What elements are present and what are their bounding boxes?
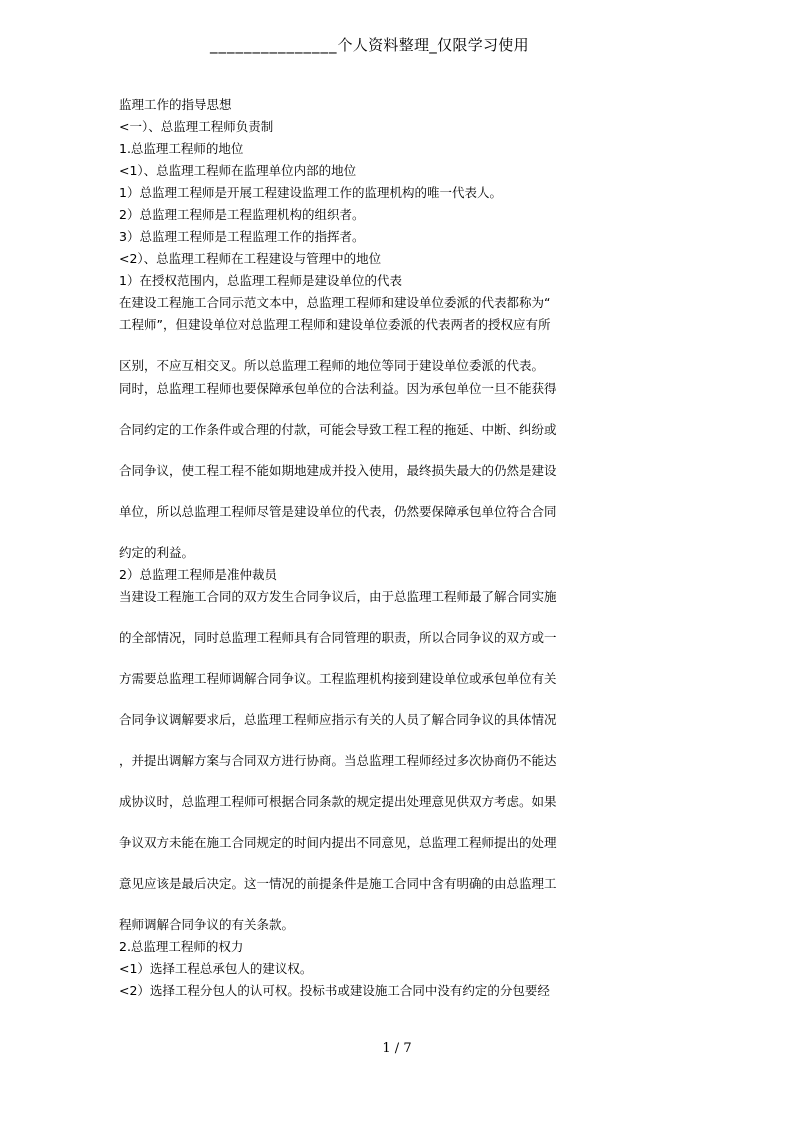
text-line: 3）总监理工程师是工程监理工作的指挥者。: [119, 229, 365, 244]
text-line: 同时，总监理工程师也要保障承包单位的合法利益。因为承包单位一旦不能获得: [119, 381, 557, 396]
text-line: <一）、总监理工程师负责制: [119, 119, 274, 134]
page-header: [210, 34, 529, 55]
text-line: 2）总监理工程师是准仲裁员: [119, 567, 277, 582]
page-number: 1 / 7: [382, 1041, 412, 1056]
text-line: 2）总监理工程师是工程监理机构的组织者。: [119, 207, 365, 222]
text-line: 1.总监理工程师的地位: [119, 141, 244, 156]
text-line: 工程师”，但建设单位对总监理工程师和建设单位委派的代表两者的授权应有所: [119, 317, 551, 332]
text-line: 合同争议调解要求后，总监理工程师应指示有关的人员了解合同争议的具体情况: [119, 712, 557, 727]
text-line: 争议双方未能在施工合同规定的时间内提出不同意见，总监理工程师提出的处理: [119, 835, 557, 850]
text-line: 合同争议，使工程工程不能如期地建成并投入使用，最终损失最大的仍然是建设: [119, 463, 557, 478]
header-dashes: _______________: [210, 36, 338, 54]
text-line: <2）选择工程分包人的认可权。投标书或建设施工合同中没有约定的分包要经: [119, 983, 550, 998]
text-line: 意见应该是最后决定。这一情况的前提条件是施工合同中含有明确的由总监理工: [119, 876, 557, 891]
header-title: 个人资料整理_仅限学习使用: [337, 36, 529, 54]
text-line: 1）总监理工程师是开展工程建设监理工作的监理机构的唯一代表人。: [119, 185, 502, 200]
text-line: 合同约定的工作条件或合理的付款，可能会导致工程工程的拖延、中断、纠纷或: [119, 422, 557, 437]
text-line: ，并提出调解方案与合同双方进行协商。当总监理工程师经过多次协商仍不能达: [119, 753, 557, 768]
text-line: 区别，不应互相交叉。所以总监理工程师的地位等同于建设单位委派的代表。: [119, 358, 545, 373]
text-line: <1）选择工程总承包人的建议权。: [119, 961, 313, 976]
text-line: 监理工作的指导思想: [119, 97, 232, 112]
text-line: 约定的利益。: [119, 545, 195, 560]
text-line: 单位，所以总监理工程师尽管是建设单位的代表，仍然要保障承包单位符合合同: [119, 504, 557, 519]
text-line: 1）在授权范围内，总监理工程师是建设单位的代表: [119, 273, 402, 288]
text-line: <1）、总监理工程师在监理单位内部的地位: [119, 163, 357, 178]
text-line: 的全部情况，同时总监理工程师具有合同管理的职责，所以合同争议的双方或一: [119, 630, 557, 645]
text-line: 在建设工程施工合同示范文本中，总监理工程师和建设单位委派的代表都称为“: [119, 295, 551, 310]
text-line: 成协议时，总监理工程师可根据合同条款的规定提出处理意见供双方考虑。如果: [119, 794, 557, 809]
text-line: 程师调解合同争议的有关条款。: [119, 917, 295, 932]
text-line: <2）、总监理工程师在工程建设与管理中的地位: [119, 251, 382, 266]
text-line: 方需要总监理工程师调解合同争议。工程监理机构接到建设单位或承包单位有关: [119, 671, 557, 686]
text-line: 当建设工程施工合同的双方发生合同争议后，由于总监理工程师最了解合同实施: [119, 589, 557, 604]
text-line: 2.总监理工程师的权力: [119, 939, 244, 954]
